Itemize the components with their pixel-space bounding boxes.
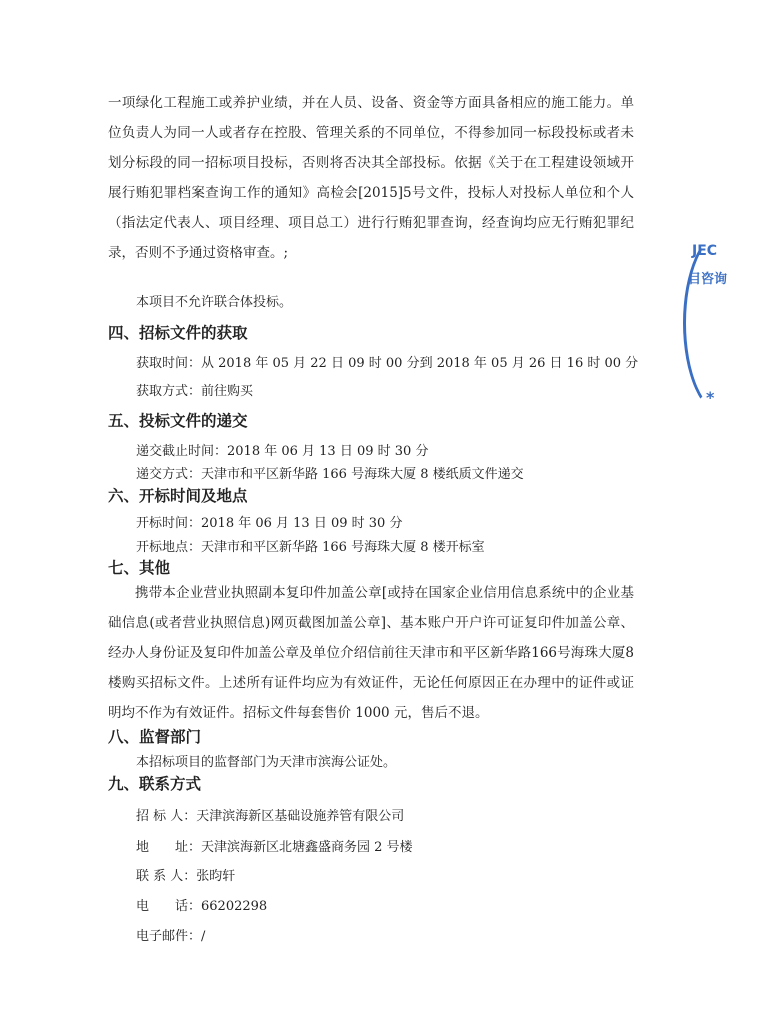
seal-star-icon: * — [706, 388, 715, 407]
contact-label: 联 系 人： — [136, 869, 197, 884]
contact-label: 电 话： — [136, 899, 202, 914]
section-4-time: 获取时间：从 2018 年 05 月 22 日 09 时 00 分到 2018 年 05 月 26 日 16 时 00 分 — [136, 356, 639, 371]
section-5-heading: 五、投标文件的递交 — [108, 412, 248, 430]
section-6-place: 开标地点：天津市和平区新华路 166 号海珠大厦 8 楼开标室 — [136, 540, 485, 555]
contact-row-phone — [136, 895, 267, 914]
section-8-heading: 八、监督部门 — [108, 728, 202, 746]
contact-value: 天津滨海新区基础设施养管有限公司 — [196, 809, 405, 824]
section-9-heading: 九、联系方式 — [108, 775, 202, 793]
section-4-method: 获取方式：前往购买 — [136, 384, 254, 399]
contact-row-tenderer — [136, 805, 404, 824]
seal-text-top: JEC — [692, 243, 718, 259]
no-joint-bid-note: 本项目不允许联合体投标。 — [136, 295, 293, 310]
section-7-text: 携带本企业营业执照副本复印件加盖公章[或持在国家企业信用信息系统中的企业基础信息(或者营业执照信息)网页截图加盖公章]、基本账户开户许可证复印件加盖公章、经办人身份证及复印件加盖公章及单位介绍信前往天津市和平区新华路166号海珠大厦8楼购买招标文件。上述所有证件均应为有效证件，无论任何原因正在办理中的证件或证明均不作为有效证件。招标文件每套售价 1000 元，售后不退。 — [108, 585, 634, 721]
section-7-heading: 七、其他 — [108, 559, 171, 577]
section-8-text: 本招标项目的监督部门为天津市滨海公证处。 — [136, 755, 397, 770]
contact-label: 电子邮件： — [136, 929, 202, 944]
contact-value: 张昀轩 — [196, 869, 236, 884]
contact-value: / — [201, 929, 206, 944]
contact-value: 天津滨海新区北塘鑫盛商务园 2 号楼 — [201, 840, 413, 855]
section-6-heading: 六、开标时间及地点 — [108, 487, 248, 505]
contact-value: 66202298 — [201, 899, 268, 914]
contact-row-person — [136, 865, 235, 884]
section-6-time: 开标时间：2018 年 06 月 13 日 09 时 30 分 — [136, 516, 403, 531]
section-4-heading: 四、招标文件的获取 — [108, 324, 248, 342]
contact-row-address — [136, 836, 413, 855]
contact-row-email — [136, 925, 205, 944]
contact-label: 地 址： — [136, 840, 202, 855]
contact-label: 招 标 人： — [136, 809, 197, 824]
qualification-paragraph: 一项绿化工程施工或养护业绩，并在人员、设备、资金等方面具备相应的施工能力。单位负责人为同一人或者存在控股、管理关系的不同单位，不得参加同一标段投标或者未划分标段的同一招标项目投标，否则将否决其全部投标。依据《关于在工程建设领域开展行贿犯罪档案查询工作的通知》高检会[2015]5号文件，投标人对投标人单位和个人（指法定代表人、项目经理、项目总工）进行行贿犯罪查询，经查询均应无行贿犯罪纪录，否则不予通过资格审查。; — [108, 95, 634, 261]
section-5-deadline: 递交截止时间：2018 年 06 月 13 日 09 时 30 分 — [136, 444, 429, 459]
seal-text-mid: 目咨询 — [688, 272, 728, 287]
section-5-method: 递交方式：天津市和平区新华路 166 号海珠大厦 8 楼纸质文件递交 — [136, 467, 524, 482]
